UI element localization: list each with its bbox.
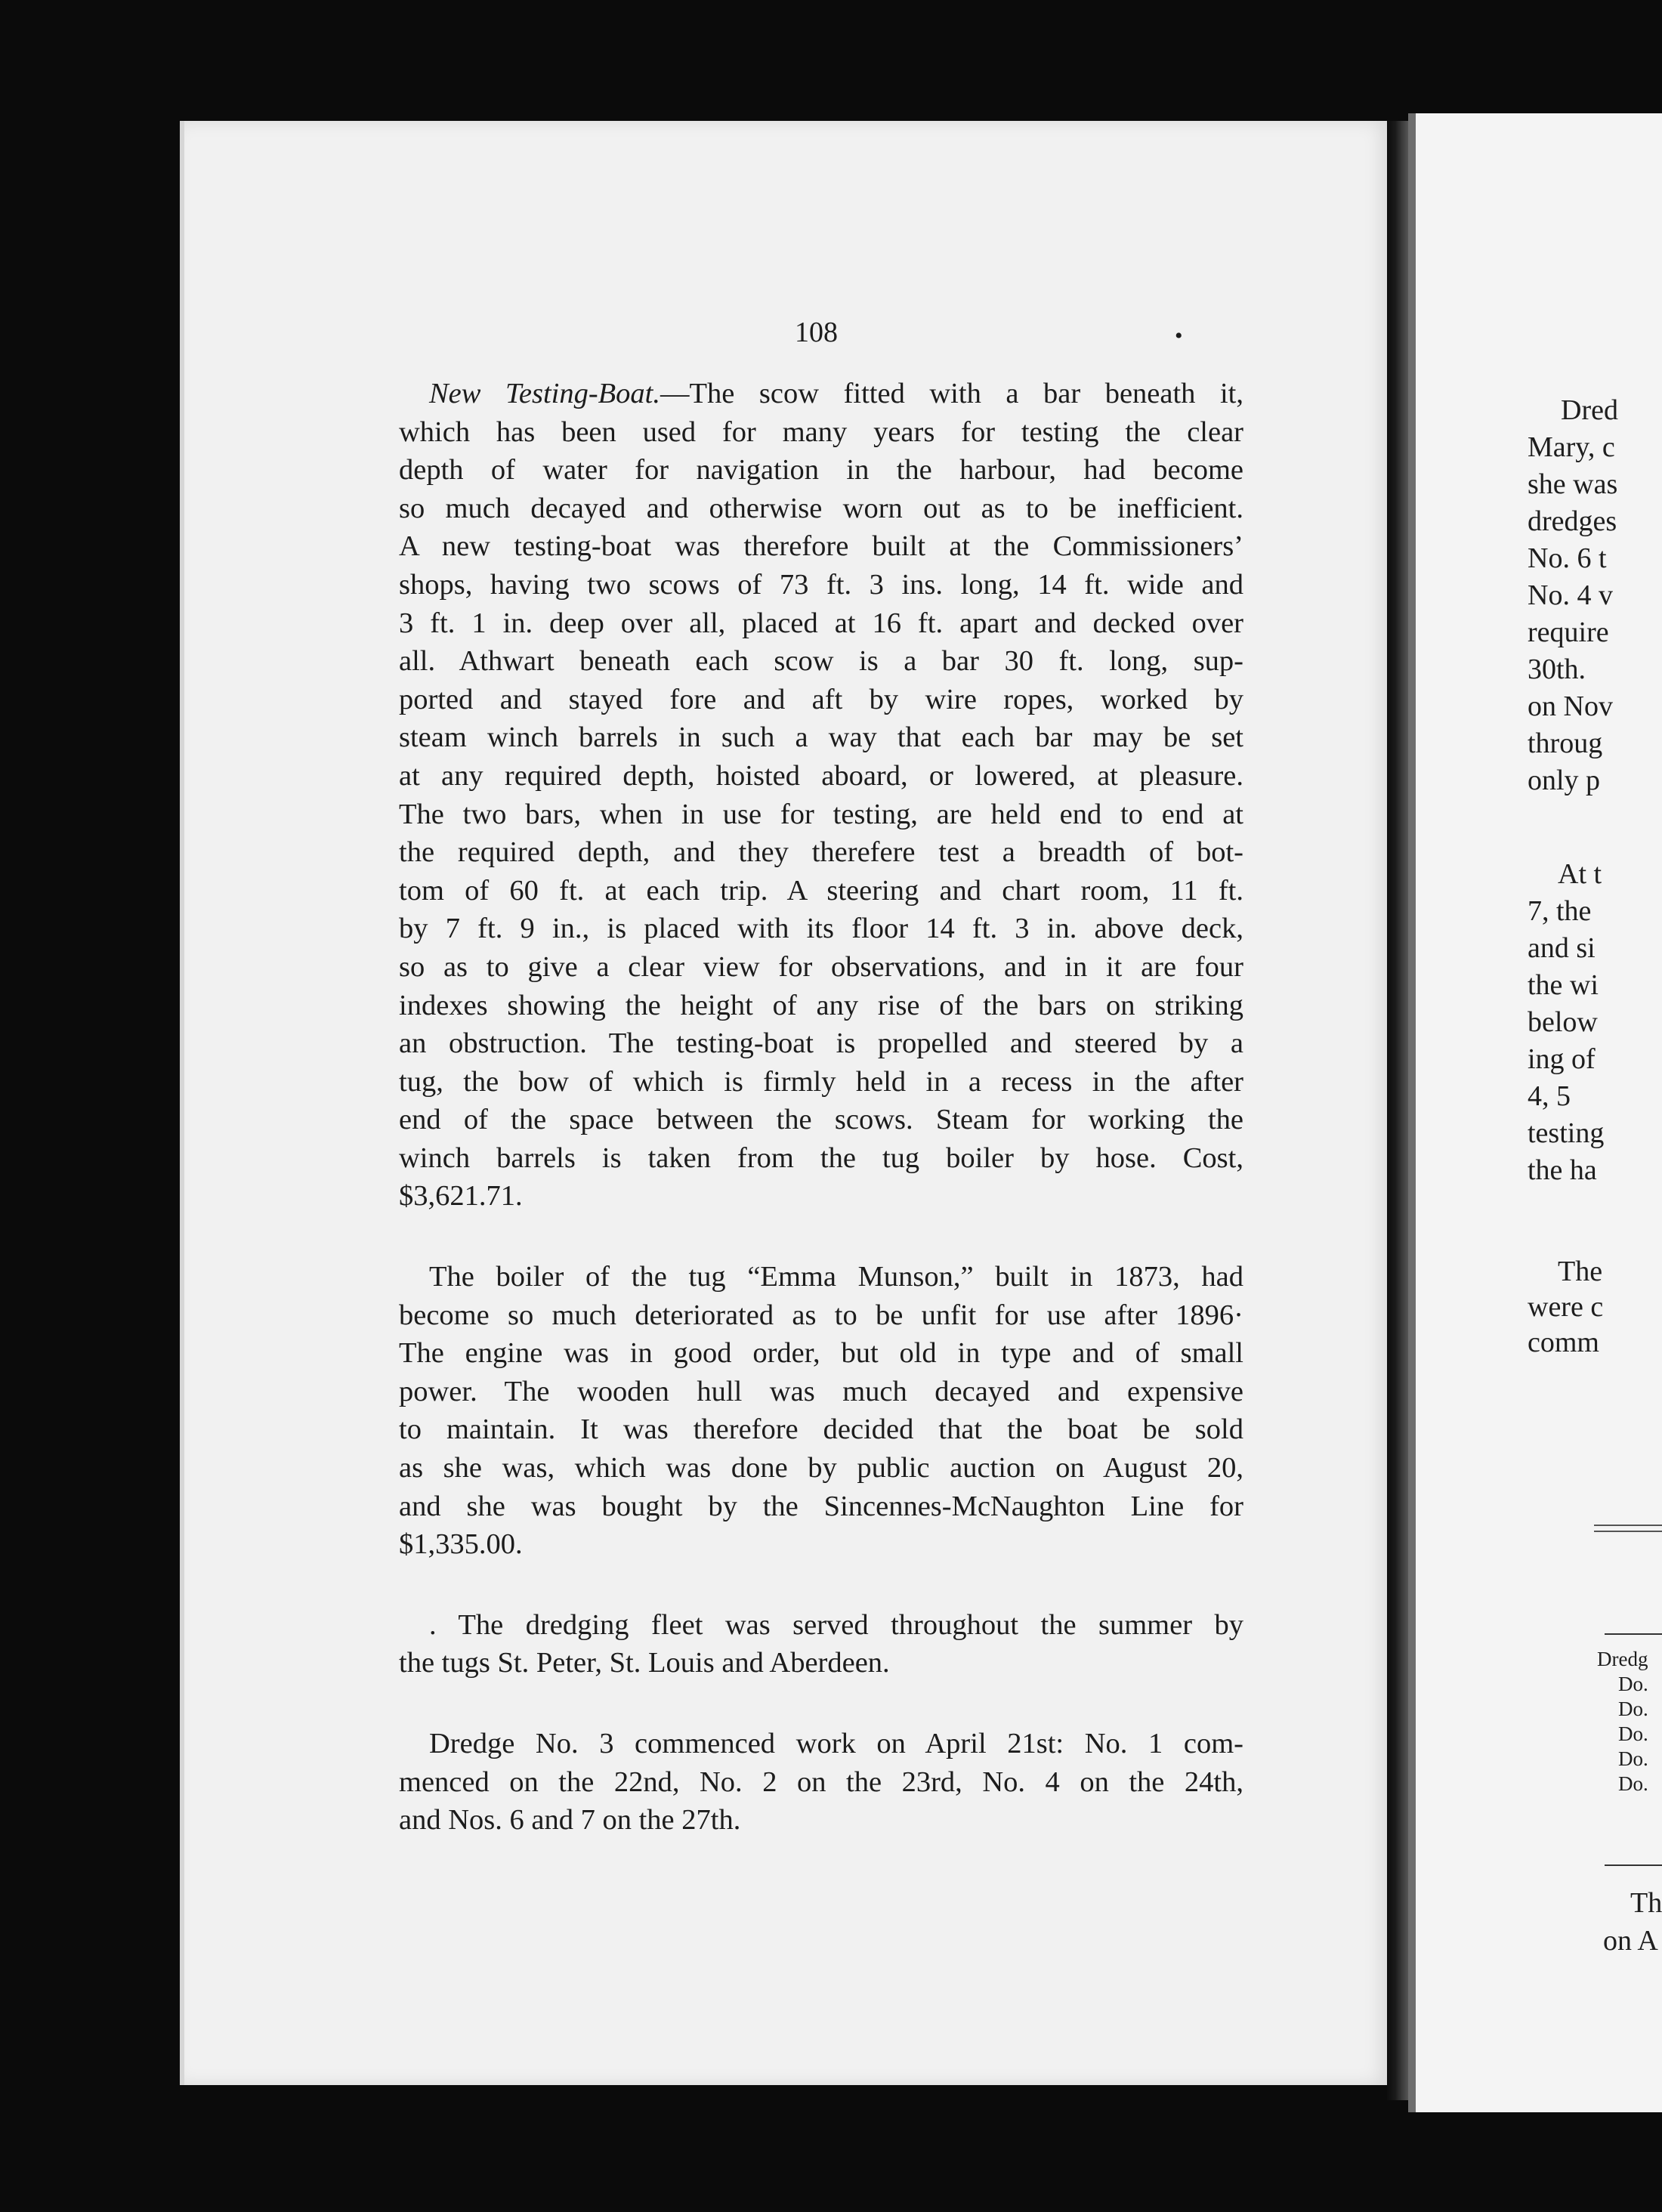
text-line-fragment: were c <box>1528 1291 1604 1323</box>
text-line-fragment: Dredg <box>1597 1648 1648 1670</box>
text-line: so as to give a clear view for observations, and in it are four <box>399 950 1243 983</box>
text-line-fragment: on Nov <box>1528 690 1613 722</box>
text-line: $3,621.71. <box>399 1180 523 1213</box>
double-rule <box>1594 1525 1662 1532</box>
text-line: an obstruction. The testing-boat is propelled and steered by a <box>399 1027 1243 1060</box>
text-line-fragment: 30th. <box>1528 653 1586 685</box>
text-line: tug, the bow of which is firmly held in a recess in the after <box>399 1065 1243 1098</box>
text-line-fragment: Do. <box>1618 1673 1648 1695</box>
text-line: tom of 60 ft. at each trip. A steering and chart room, 11 ft. <box>399 874 1243 907</box>
text-line: and she was bought by the Sincennes-McNaughton Line for <box>399 1490 1243 1522</box>
text-line: by 7 ft. 9 in., is placed with its floor 14 ft. 3 in. above deck, <box>399 913 1243 945</box>
text-line: The engine was in good order, but old in type and of small <box>399 1337 1243 1370</box>
text-line-fragment: No. 6 t <box>1528 542 1607 574</box>
paragraph-emma-munson <box>399 1258 1243 1564</box>
text-line-fragment: Do. <box>1618 1772 1648 1795</box>
page-number: 108 <box>795 317 838 348</box>
text-line: indexes showing the height of any rise of the bars on striking <box>399 989 1243 1021</box>
text-line-fragment: throug <box>1528 728 1603 759</box>
paragraph-new-testing-boat <box>399 375 1243 1216</box>
text-line-fragment: the ha <box>1528 1154 1597 1186</box>
text-line-fragment: require <box>1528 616 1609 648</box>
text-line: The two bars, when in use for testing, are held end to end at <box>399 798 1243 830</box>
text-line: and Nos. 6 and 7 on the 27th. <box>399 1804 741 1837</box>
text-line-fragment: below <box>1528 1006 1598 1038</box>
text-line-fragment: comm <box>1528 1327 1599 1358</box>
text-line: steam winch barrels in such a way that each bar may be set <box>399 721 1243 754</box>
text-line: Dredge No. 3 commenced work on April 21st: No. 1 com- <box>429 1728 1243 1759</box>
text-line: become so much deteriorated as to be unfit for use after 1896· <box>399 1299 1243 1331</box>
text-line: depth of water for navigation in the harbour, had become <box>399 454 1243 487</box>
text-line: power. The wooden hull was much decayed and expensive <box>399 1375 1243 1407</box>
text-line-fragment: Do. <box>1618 1722 1648 1745</box>
text-line: winch barrels is taken from the tug boiler by hose. Cost, <box>399 1142 1243 1174</box>
text-line: at any required depth, hoisted aboard, or lowered, at pleasure. <box>399 759 1243 792</box>
text-line-fragment: and si <box>1528 932 1596 964</box>
text-line-fragment: ing of <box>1528 1043 1596 1075</box>
paragraph-dredging-fleet <box>399 1606 1243 1682</box>
text-line: . The dredging fleet was served throughout the summer by <box>429 1608 1243 1641</box>
text-line: New Testing-Boat.—The scow fitted with a bar beneath it, <box>429 378 1243 409</box>
text-line-fragment: No. 4 v <box>1528 579 1613 611</box>
book-gutter <box>1387 121 1408 2100</box>
text-line-fragment: Th <box>1630 1887 1662 1919</box>
text-line-fragment: she was <box>1528 468 1618 500</box>
text-line: The boiler of the tug “Emma Munson,” built in 1873, had <box>429 1261 1243 1293</box>
text-line-fragment: 7, the <box>1528 895 1592 927</box>
text-line-fragment: testing <box>1528 1117 1605 1149</box>
text-line: $1,335.00. <box>399 1528 523 1561</box>
text-line: ported and stayed fore and aft by wire ropes, worked by <box>399 683 1243 715</box>
text-line-fragment: dredges <box>1528 505 1617 537</box>
text-line: the tugs St. Peter, St. Louis and Aberdeen. <box>399 1647 890 1679</box>
text-line: as she was, which was done by public auction on August 20, <box>399 1452 1243 1484</box>
text-line: to maintain. It was therefore decided that the boat be sold <box>399 1413 1243 1446</box>
right-page <box>1408 113 1662 2112</box>
text-line-fragment: the wi <box>1528 969 1599 1001</box>
scan-speck: • <box>1175 323 1183 348</box>
text-line: 3 ft. 1 in. deep over all, placed at 16 ft. apart and decked over <box>399 607 1243 639</box>
text-line: menced on the 22nd, No. 2 on the 23rd, No. 4 on the 24th, <box>399 1766 1243 1798</box>
text-line-fragment: on A <box>1603 1925 1658 1957</box>
text-line: shops, having two scows of 73 ft. 3 ins. long, 14 ft. wide and <box>399 568 1243 601</box>
table-bottom-rule <box>1605 1864 1662 1866</box>
text-line: all. Athwart beneath each scow is a bar 30 ft. long, sup- <box>399 645 1243 678</box>
paragraph-dredge-start-dates <box>399 1725 1243 1840</box>
text-line: so much decayed and otherwise worn out as to be inefficient. <box>399 492 1243 524</box>
text-line-fragment: 4, 5 <box>1528 1080 1571 1112</box>
text-line-fragment: At t <box>1558 858 1602 890</box>
text-line: A new testing-boat was therefore built at the Commissioners’ <box>399 530 1243 563</box>
text-line-fragment: Do. <box>1618 1698 1648 1720</box>
text-line-fragment: Do. <box>1618 1747 1648 1770</box>
text-line-fragment: Mary, c <box>1528 431 1615 463</box>
text-line-fragment: only p <box>1528 765 1601 796</box>
text-line-fragment: Dred <box>1561 394 1618 426</box>
table-top-rule <box>1605 1633 1662 1635</box>
text-column <box>399 375 1243 1840</box>
text-line: which has been used for many years for testing the clear <box>399 416 1243 448</box>
text-line-fragment: The <box>1558 1256 1603 1287</box>
text-line: the required depth, and they therefere test a breadth of bot- <box>399 836 1243 869</box>
text-line: end of the space between the scows. Steam for working the <box>399 1104 1243 1136</box>
